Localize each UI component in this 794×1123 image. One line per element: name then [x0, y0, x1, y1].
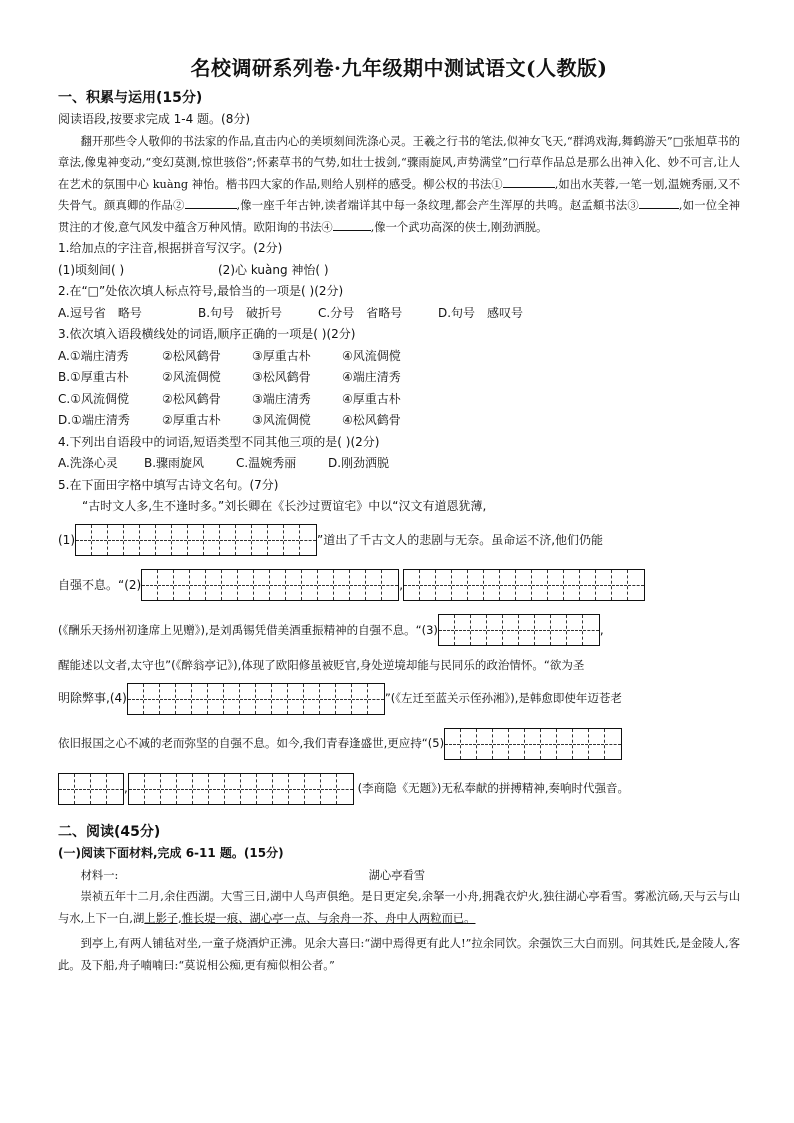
answer-blank-3[interactable] [639, 196, 679, 209]
grid-box-2a[interactable] [141, 569, 399, 601]
poem-para-2: 到亭上,有两人铺毡对坐,一童子烧酒炉正沸。见余大喜曰:“湖中焉得更有此人!”拉余同饮。余强饮三大白而别。问其姓氏,是金陵人,客此。及下船,舟子喃喃曰:“莫说相公痴,更有痴似相公者。” [58, 937, 740, 972]
q3-d-1: D.①端庄清秀 [58, 413, 130, 427]
q5-row-4 [58, 676, 740, 721]
answer-blank-1[interactable] [503, 175, 555, 188]
q3-b-4: ④端庄清秀 [342, 370, 401, 384]
q4-option-c[interactable]: C.温婉秀丽 [236, 456, 297, 470]
q5-row-5 [58, 721, 740, 766]
poem-title: 湖心亭看雪 [368, 868, 426, 882]
q3-b-1: B.①厚重古朴 [58, 370, 129, 384]
answer-blank-4[interactable] [333, 218, 371, 231]
passage-part-1: 翻开那些令人敬仰的书法家的作品,直击内心的美顷刻间洗涤心灵。王羲之行书的笔法,似神女飞天,“群鸿戏海,舞鹤游天”□张旭草书的章法,像鬼神变动,“变幻莫测,惊世骇俗”;怀素草书的气势,如壮士拔剑,“骤雨旋风,声势满堂”□行草作品总是那么出神入化、妙不可言,让人在艺术的氛围中心 kuàng 神怡。楷书四大家的作品,则给人别样的感受。柳公权的书法① [58, 134, 740, 191]
question-3: 3.依次填入语段横线处的词语,顺序正确的一项是( )(2分) [58, 327, 356, 341]
q3-a-3: ③厚重古朴 [252, 348, 311, 363]
question-1: 1.给加点的字注音,根据拼音写汉字。(2分) [58, 241, 283, 255]
q4-option-d[interactable]: D.刚劲洒脱 [328, 456, 390, 470]
q3-b-3: ③松风鹤骨 [252, 370, 311, 384]
q1-item-1: (1)顷刻间( ) [58, 262, 125, 277]
passage-part-4: ,如一位全神贯注的才俊,意气风发中蕴含万种风情。欧阳询的书法④ [58, 199, 740, 234]
answer-blank-2[interactable] [185, 196, 237, 209]
material-row [58, 865, 740, 887]
grid-box-1[interactable] [75, 524, 317, 556]
passage-part-5: ,像一个武功高深的侠士,刚劲洒脱。 [370, 220, 548, 234]
q3-option-c-row[interactable] [58, 389, 740, 411]
question-4: 4.下列出自语段中的词语,短语类型不同其他三项的是( )(2分) [58, 434, 380, 449]
q3-a-2: ②松风鹤骨 [162, 348, 221, 363]
q5-intro: “古时文人多,生不逢时多。”刘长卿在《长沙过贾谊宅》中以“汉文有道恩犹薄, [82, 499, 487, 513]
q5-row-2: 自强不息。“(2) , [58, 563, 740, 608]
question-2-options [58, 303, 740, 325]
q3-c-4: ④厚重古朴 [342, 391, 401, 406]
grid-box-2b[interactable] [403, 569, 645, 601]
q3-option-b-row[interactable] [58, 367, 740, 389]
q3-b-2: ②风流倜傥 [162, 370, 221, 384]
q3-c-3: ③端庄清秀 [252, 391, 311, 406]
passage-part-2: ,如出水芙蓉,一笔一划,温婉秀丽,又不失骨气。颜真卿的作品② [58, 177, 740, 212]
q2-option-d[interactable]: D.句号 感叹号 [438, 305, 524, 320]
poem-para-1b-underlined: 上影子,惟长堤一痕、湖心亭一点、与余舟一芥、舟中人两粒而已。 [144, 911, 476, 925]
section1-heading: 一、积累与运用(15分) [58, 90, 203, 106]
q5-label-1: (1) [58, 532, 75, 547]
grid-box-4[interactable] [127, 683, 385, 715]
q5-quote-close-1: ” [317, 532, 324, 547]
section2-sub1: (一)阅读下面材料,完成 6-11 题。(15分) [58, 846, 284, 860]
q5-text-8: (李商隐《无题》)无私奉献的拼搏精神,奏响时代强音。 [357, 781, 630, 795]
q3-c-1: C.①风流倜傥 [58, 391, 129, 406]
question-1-items [58, 260, 740, 282]
grid-box-5c[interactable] [128, 773, 354, 805]
q5-text-7: 依旧报国之心不减的老而弥坚的自强不息。如今,我们青春逢盛世,更应持“(5) [58, 736, 445, 750]
q3-option-a-row[interactable] [58, 346, 740, 368]
q5-text-6: ”(《左迁至蓝关示侄孙湘》),是韩愈即使年迈苍老 [384, 691, 622, 705]
q5-row-3: (《酬乐天扬州初逢席上见赠》),是刘禹锡凭借美酒重振精神的自强不息。“(3) , [58, 608, 740, 653]
q4-option-a[interactable]: A.洗涤心灵 [58, 456, 118, 470]
q5-row-1 [58, 518, 740, 563]
q5-text-1: 道出了千古文人的悲剧与无奈。虽命运不济,他们仍能 [323, 532, 604, 547]
reading-passage [58, 131, 740, 239]
q5-text-3: (《酬乐天扬州初逢席上见赠》),是刘禹锡凭借美酒重振精神的自强不息。“(3) [58, 622, 438, 637]
section1-intro: 阅读语段,按要求完成 1-4 题。(8分) [58, 112, 251, 126]
q5-row-6: , (李商隐《无题》)无私奉献的拼搏精神,奏响时代强音。 [58, 766, 740, 811]
q2-option-a[interactable]: A.逗号省 略号 [58, 305, 142, 320]
q4-option-b[interactable]: B.骤雨旋风 [144, 456, 205, 470]
q1-item-2: (2)心 kuàng 神怡( ) [218, 262, 329, 277]
q3-c-2: ②松风鹤骨 [162, 391, 221, 406]
poem-para-1 [58, 886, 740, 929]
q3-a-1: A.①端庄清秀 [58, 348, 129, 363]
q2-option-c[interactable]: C.分号 省略号 [318, 305, 403, 320]
q5-text-2: 自强不息。“(2) [58, 577, 142, 592]
q2-option-b[interactable]: B.句号 破折号 [198, 305, 283, 320]
q5-text-5: 明除弊事,(4) [58, 691, 127, 705]
grid-box-3[interactable] [438, 614, 600, 646]
question-5: 5.在下面田字格中填写古诗文名句。(7分) [58, 477, 279, 492]
question-4-options [58, 453, 740, 475]
question-2: 2.在“□”处依次填人标点符号,最恰当的一项是( )(2分) [58, 284, 344, 298]
q5-text-4: 醒能述以文者,太守也”(《醉翁亭记》),体现了欧阳修虽被贬官,身处逆境却能与民同乐的政治情怀。“欲为圣 [58, 657, 585, 672]
passage-part-3: ,像一座千年古钟,读者端详其中每一条纹理,都会产生浑厚的共鸣。赵孟頫书法③ [236, 199, 639, 212]
grid-box-5a[interactable] [444, 728, 622, 760]
exam-page [58, 52, 740, 976]
q3-option-d-row[interactable] [58, 410, 740, 432]
q3-d-4: ④松风鹤骨 [342, 413, 401, 427]
q3-d-2: ②厚重古朴 [162, 413, 221, 427]
q3-d-3: ③风流倜傥 [252, 413, 311, 427]
section2-heading: 二、阅读(45分) [58, 824, 161, 840]
grid-box-5b[interactable] [58, 773, 124, 805]
exam-title: 名校调研系列卷·九年级期中测试语文(人教版) [190, 56, 608, 80]
poem-para-1a: 崇祯五年十二月,余住西湖。大雪三日,湖中人鸟声俱绝。是日更定矣,余拏一小舟,拥毳衣炉火,独往湖心亭看雪。雾凇沆砀,天与云与山与水,上下一白,湖 [58, 890, 740, 925]
material-label: 材料一: [80, 868, 119, 882]
q3-a-4: ④风流倜傥 [342, 348, 401, 363]
